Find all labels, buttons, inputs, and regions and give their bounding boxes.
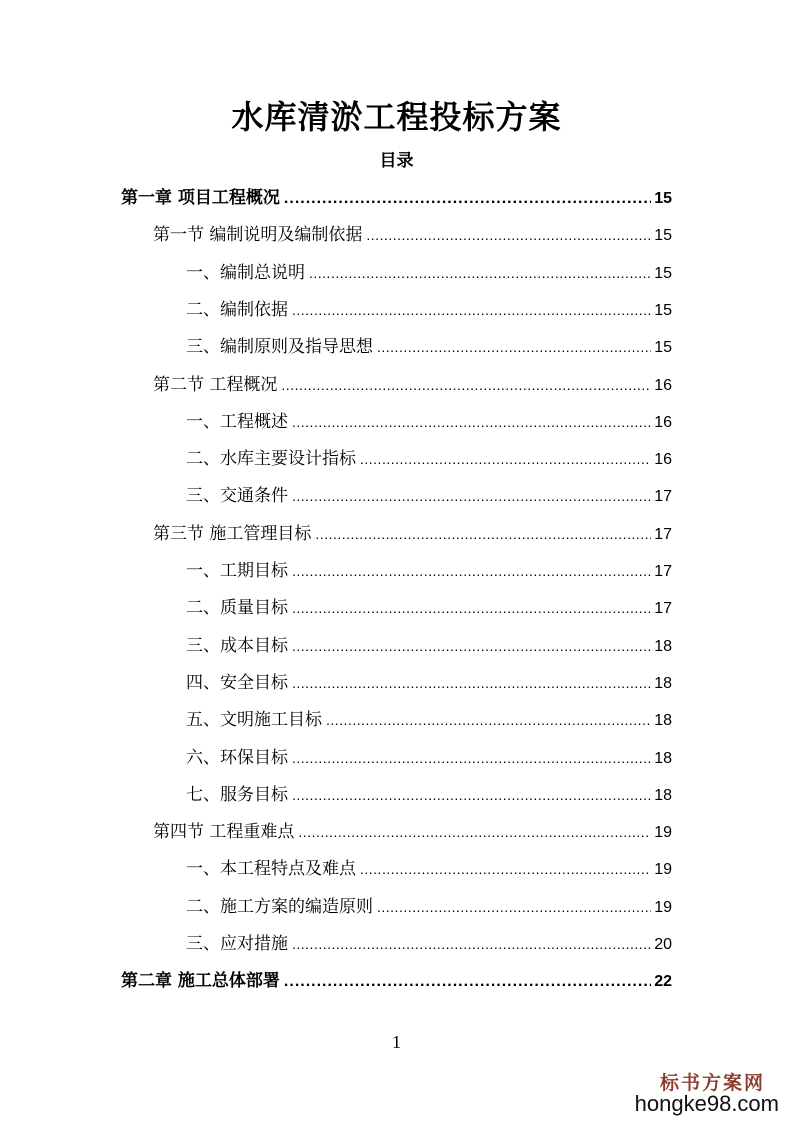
toc-dot-leader: [292, 777, 651, 814]
toc-dot-leader: [315, 516, 651, 553]
toc-dot-leader: [377, 329, 651, 366]
toc-entry-label: 二、水库主要设计指标: [186, 449, 356, 470]
toc-dot-leader: [366, 217, 651, 254]
toc-entry[interactable]: [121, 180, 672, 217]
page-number: 1: [392, 1032, 401, 1052]
toc-entry-label: 四、安全目标: [186, 672, 288, 693]
toc-entry-page: 18: [654, 749, 672, 767]
toc-entry-label: 三、成本目标: [186, 635, 288, 656]
toc-entry[interactable]: [153, 367, 672, 404]
toc-entry[interactable]: [153, 814, 672, 851]
toc-entry-page: 16: [654, 376, 672, 394]
toc-dot-leader: [292, 553, 651, 590]
toc-entry-label: 第二节 工程概况: [153, 374, 278, 395]
toc-dot-leader: [292, 292, 651, 329]
toc-entry-page: 17: [654, 525, 672, 543]
toc-entry-page: 15: [654, 339, 672, 357]
toc-entry[interactable]: [186, 441, 672, 478]
toc-entry[interactable]: [186, 478, 672, 515]
toc-dot-leader: [377, 889, 651, 926]
toc-entry[interactable]: [153, 516, 672, 553]
toc-entry-page: 19: [654, 898, 672, 916]
toc-dot-leader: [292, 926, 651, 963]
toc-entry-label: 第一章 项目工程概况: [121, 188, 280, 208]
toc-dot-leader: [292, 590, 651, 627]
toc-entry-page: 15: [654, 264, 672, 282]
toc-entry[interactable]: [186, 329, 672, 366]
toc-entry-label: 一、工期目标: [186, 561, 288, 581]
toc-entry-label: 二、质量目标: [186, 598, 288, 619]
toc-entry-label: 第二章 施工总体部署: [121, 971, 280, 992]
watermark-domain: hongke98.com: [634, 1091, 779, 1116]
toc-entry-label: 六、环保目标: [186, 747, 288, 768]
toc-entry-page: 17: [654, 563, 672, 580]
toc-entry-page: 18: [654, 786, 672, 804]
toc-entry[interactable]: [186, 255, 672, 292]
toc-entry-label: 一、本工程特点及难点: [186, 859, 356, 880]
toc-entry-label: 三、编制原则及指导思想: [186, 337, 373, 358]
toc-entry[interactable]: [186, 926, 672, 963]
toc-dot-leader: [292, 740, 651, 777]
toc-entry-page: 15: [654, 227, 672, 245]
toc-entry-label: 三、应对措施: [186, 934, 288, 954]
toc-entry-label: 一、编制总说明: [186, 262, 305, 283]
toc-entry-label: 一、工程概述: [186, 411, 288, 432]
toc-entry-label: 二、编制依据: [186, 299, 288, 320]
toc-entry[interactable]: [186, 740, 672, 777]
toc-entry-page: 19: [654, 824, 672, 842]
toc-entry-label: 五、文明施工目标: [186, 710, 322, 731]
toc-dot-leader: [292, 404, 651, 441]
toc-entry[interactable]: [186, 553, 672, 590]
toc-entry-page: 20: [654, 936, 672, 953]
document-title: 水库清淤工程投标方案: [231, 98, 562, 136]
toc-entry[interactable]: [186, 702, 672, 739]
toc-entry-label: 七、服务目标: [186, 784, 288, 805]
toc-entry-page: 16: [654, 413, 672, 431]
toc-entry-label: 二、施工方案的编造原则: [186, 896, 373, 917]
toc-entry[interactable]: [186, 851, 672, 888]
toc-entry[interactable]: [186, 628, 672, 665]
toc-dot-leader: [326, 702, 651, 739]
toc-entry-page: 16: [654, 451, 672, 469]
toc-entry[interactable]: [186, 292, 672, 329]
toc-dot-leader: [309, 255, 651, 292]
toc-entry[interactable]: [186, 889, 672, 926]
toc-dot-leader: [360, 441, 651, 478]
toc-entry[interactable]: [186, 404, 672, 441]
toc-dot-leader: [292, 665, 651, 702]
toc-entry-page: 17: [654, 600, 672, 618]
toc-dot-leader: [284, 963, 651, 1000]
toc-entry[interactable]: [153, 217, 672, 254]
toc-dot-leader: [298, 814, 651, 851]
toc-dot-leader: [292, 628, 651, 665]
toc-dot-leader: [292, 478, 651, 515]
toc-entry-page: 18: [654, 674, 672, 692]
watermark-brand: 标书方案网: [659, 1072, 765, 1094]
toc-entry-page: 19: [654, 861, 672, 879]
toc-dot-leader: [284, 180, 651, 217]
toc-entry-label: 第一节 编制说明及编制依据: [153, 225, 363, 246]
toc-entry-label: 三、交通条件: [186, 486, 288, 507]
toc-entry-page: 18: [654, 712, 672, 730]
toc-entry-page: 17: [654, 488, 672, 506]
toc-entry[interactable]: [186, 590, 672, 627]
toc-entry-page: 22: [654, 973, 672, 991]
toc-dot-leader: [360, 851, 651, 888]
toc-entry-label: 第四节 工程重难点: [153, 822, 295, 843]
toc-heading: 目录: [379, 151, 414, 171]
toc-entry-label: 第三节 施工管理目标: [153, 523, 312, 544]
toc-dot-leader: [281, 367, 651, 404]
toc-entry[interactable]: [186, 777, 672, 814]
toc-entry-page: 18: [654, 637, 672, 655]
toc-entry[interactable]: [186, 665, 672, 702]
toc-entry[interactable]: [121, 963, 672, 1000]
toc-entry-page: 15: [654, 190, 672, 207]
toc-entry-page: 15: [654, 301, 672, 319]
